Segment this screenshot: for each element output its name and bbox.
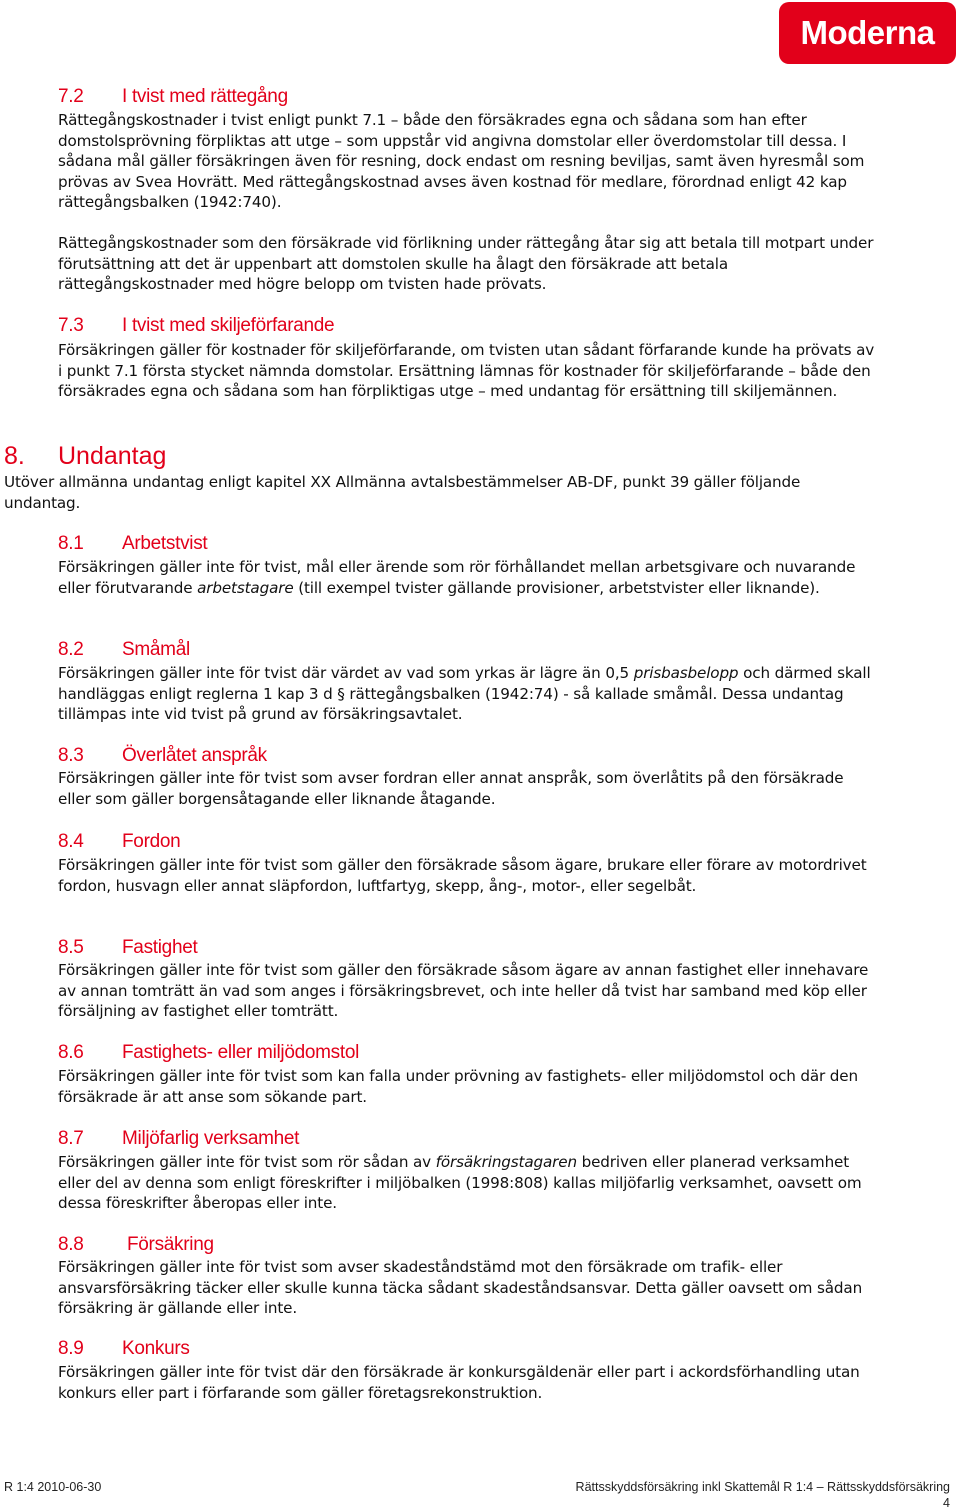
section-8-4-paragraph: Försäkringen gäller inte för tvist som gäller den försäkrade såsom ägare, brukare eller förare av motordrivet fordon, husvagn eller annat släpfordon, luftfartyg, skepp, ång-, motor-, eller segelbåt. xyxy=(58,856,867,895)
section-heading-8-7: 8.7 Miljöfarlig verksamhet xyxy=(58,1128,300,1149)
chapter-heading-8: 8. Undantag xyxy=(4,442,167,470)
page-number: 4 xyxy=(943,1496,950,1510)
section-7-2-paragraph-2: Rättegångskostnader som den försäkrade vid förlikning under rättegång åtar sig att betala till motpart under förutsättning att det är uppenbart att domstolen skulle ha ålagt den försäkrade att betala rättegångskostnader med högre belopp om tvisten hade prövats. xyxy=(58,234,874,294)
section-8-8-paragraph: Försäkringen gäller inte för tvist som avser skadeståndstämd mot den försäkrade om trafik- eller ansvarsförsäkring täcker eller skulle kunna täcka sådant skadeståndsansvar. Detta gäller oavsett om sådan försäkring är gällande eller inte. xyxy=(58,1258,863,1318)
section-heading-8-1: 8.1 Arbetstvist xyxy=(58,533,208,554)
section-heading-8-5: 8.5 Fastighet xyxy=(58,937,198,958)
section-heading-7-3: 7.3 I tvist med skiljeförfarande xyxy=(58,315,335,336)
moderna-logo: Moderna xyxy=(779,2,956,64)
section-8-9-paragraph: Försäkringen gäller inte för tvist där den försäkrade är konkursgäldenär eller part i ackordsförhandling utan konkurs eller part i förfarande som gäller företagsrekonstruktion. xyxy=(58,1363,860,1402)
section-8-2-paragraph: Försäkringen gäller inte för tvist där värdet av vad som yrkas är lägre än 0,5 prisbasbelopp och därmed skall handläggas enligt reglerna 1 kap 3 d § rättegångsbalken (1942:74) - så kallade småmål. Dessa undantag tillämpas inte vid tvist på grund av försäkringsavtalet. xyxy=(58,664,871,724)
section-heading-8-3: 8.3 Överlåtet anspråk xyxy=(58,745,267,766)
footer-document-code: R 1:4 2010-06-30 xyxy=(4,1480,102,1494)
section-heading-8-4: 8.4 Fordon xyxy=(58,831,181,852)
section-8-6-paragraph: Försäkringen gäller inte för tvist som kan falla under prövning av fastighets- eller miljödomstol och där den försäkrade är att anse som sökande part. xyxy=(58,1067,858,1106)
section-8-3-paragraph: Försäkringen gäller inte för tvist som avser fordran eller annat anspråk, som överlåtits på den försäkrade eller som gäller borgensåtagande eller liknande åtagande. xyxy=(58,769,844,808)
section-heading-8-6: 8.6 Fastighets- eller miljödomstol xyxy=(58,1042,360,1063)
section-7-3-paragraph: Försäkringen gäller för kostnader för skiljeförfarande, om tvisten utan sådant förfarande kunde ha prövats av i punkt 7.1 första stycket nämnda domstolar. Ersättning lämnas för kostnader för skiljeförfarande – både den försäkrades egna och sådana som han förpliktigas utge – med undantag för ersättning till skiljemännen. xyxy=(58,341,875,401)
section-heading-7-2: 7.2 I tvist med rättegång xyxy=(58,86,288,107)
section-heading-8-2: 8.2 Småmål xyxy=(58,639,190,660)
section-8-5-paragraph: Försäkringen gäller inte för tvist som gäller den försäkrade såsom ägare av annan fastighet eller innehavare av annan tomträtt än vad som anges i försäkringsbrevet, och inte heller då tvist har samband med köp eller försäljning av fastighet eller tomträtt. xyxy=(58,961,869,1021)
section-heading-8-9: 8.9 Konkurs xyxy=(58,1338,190,1359)
footer-document-title: Rättsskyddsförsäkring inkl Skattemål R 1:4 – Rättsskyddsförsäkring xyxy=(575,1480,950,1494)
section-heading-8-8: 8.8 Försäkring xyxy=(58,1234,214,1255)
section-8-7-paragraph: Försäkringen gäller inte för tvist som rör sådan av försäkringstagaren bedriven eller planerad verksamhet eller del av denna som enligt föreskrifter i miljöbalken (1998:808) kallas miljöfarlig verksamhet, oavsett om dessa föreskrifter åberopas eller inte. xyxy=(58,1153,862,1213)
section-8-1-paragraph: Försäkringen gäller inte för tvist, mål eller ärende som rör förhållandet mellan arbetsgivare och nuvarande eller förutvarande arbetstagare (till exempel tvister gällande provisioner, arbetstvister eller liknande). xyxy=(58,558,856,597)
chapter-8-intro: Utöver allmänna undantag enligt kapitel XX Allmänna avtalsbestämmelser AB-DF, punkt 39 gäller följande undantag. xyxy=(4,473,801,512)
section-7-2-paragraph-1: Rättegångskostnader i tvist enligt punkt 7.1 – både den försäkrades egna och sådana som han efter domstolsprövning förpliktas att utge – som uppstår vid angivna domstolar eller överdomstolar till dessa. I sådana mål gäller försäkringen även för resning, dock endast om resning beviljas, samt även hyresmål som prövas av Svea Hovrätt. Med rättegångskostnad avses även kostnad för medlare, förordnad enligt 42 kap rättegångsbalken (1942:740). xyxy=(58,111,865,212)
